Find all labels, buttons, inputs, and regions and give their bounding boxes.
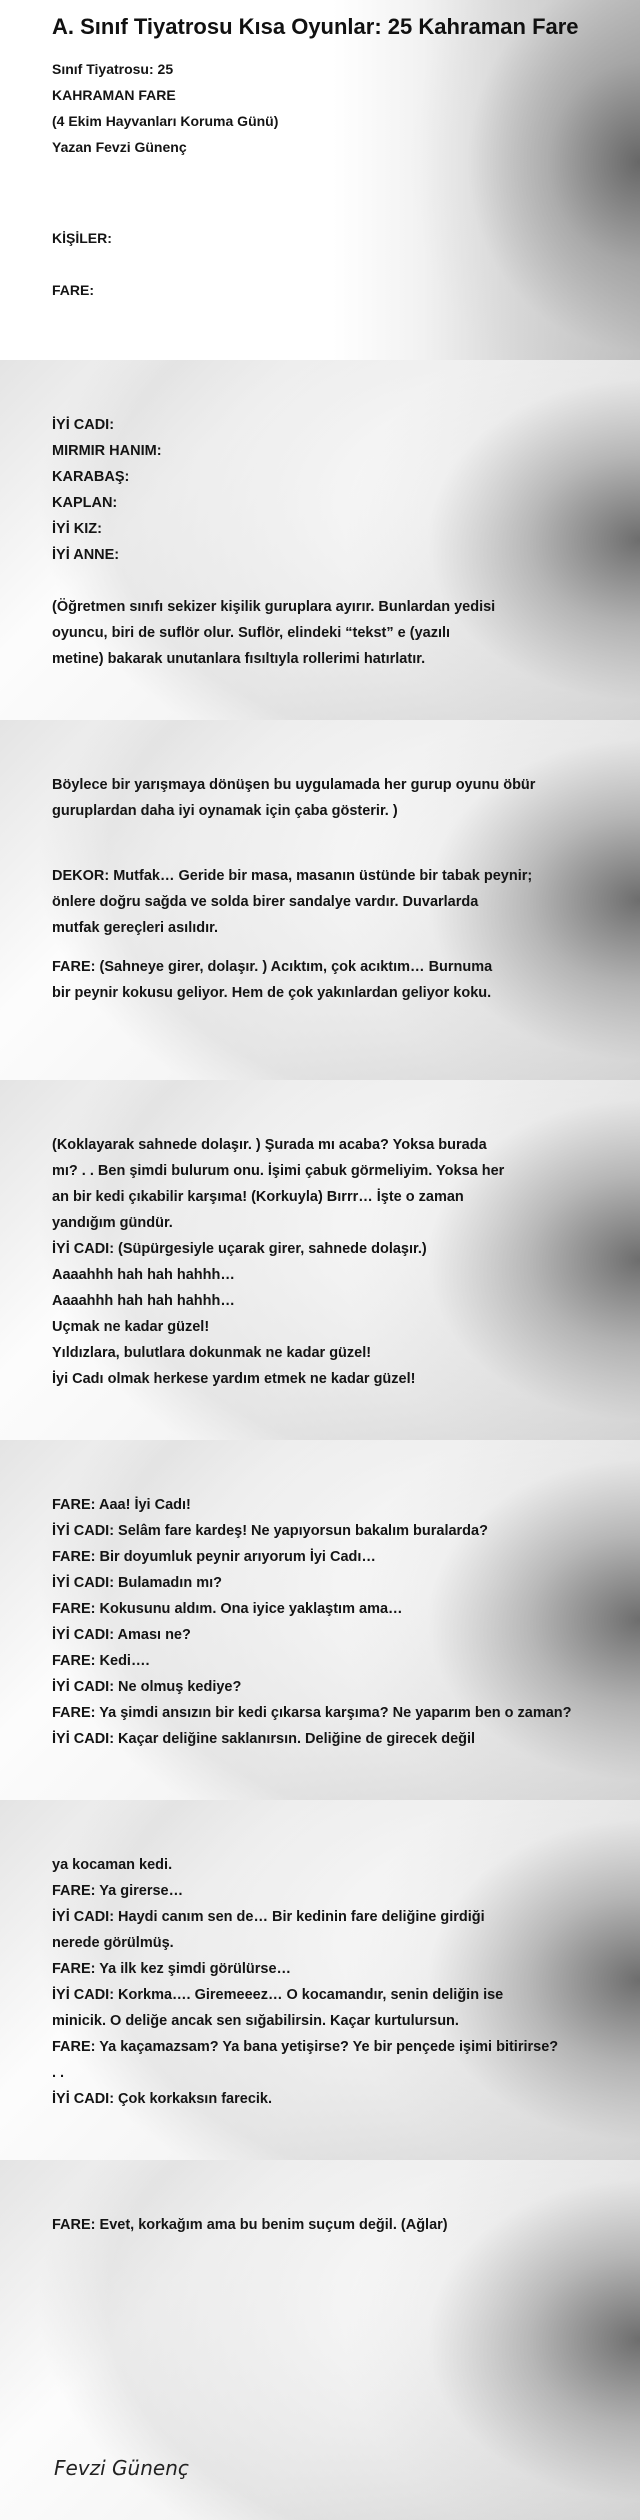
dialogue-line: İYİ CADI: Korkma…. Giremeeez… O kocamandır, senin deliğin ise (52, 1987, 504, 2003)
stage-note-continued (52, 772, 637, 1006)
character-item: MIRMIR HANIM: (52, 443, 162, 459)
stage-note-line: oyuncu, biri de suflör olur. Suflör, elindeki “tekst” e (yazılı (52, 625, 451, 641)
dialogue-line: Yıldızlara, bulutlara dokunmak ne kadar güzel! (52, 1345, 372, 1361)
author-signature: Fevzi Günenç (54, 2456, 189, 2480)
character-item: FARE: (52, 282, 94, 298)
stage-note-line: (Öğretmen sınıfı sekizer kişilik guruplara ayırır. Bunlardan yedisi (52, 599, 496, 615)
scene-block-4 (52, 2212, 637, 2238)
character-item: İYİ CADI: (52, 417, 115, 433)
scene-block-1 (52, 1132, 637, 1392)
dialogue-line: İyi Cadı olmak herkese yardım etmek ne kadar güzel! (52, 1371, 416, 1387)
dialogue-line: İYİ CADI: Aması ne? (52, 1627, 191, 1643)
dialogue-line: İYİ CADI: Selâm fare kardeş! Ne yapıyorsun bakalım buralarda? (52, 1523, 488, 1539)
dialogue-line: FARE: Ya şimdi ansızın bir kedi çıkarsa karşıma? Ne yaparım ben o zaman? (52, 1705, 572, 1721)
play-title: KAHRAMAN FARE (52, 87, 176, 103)
dialogue-line: nerede görülmüş. (52, 1935, 174, 1951)
dialogue-line: bir peynir kokusu geliyor. Hem de çok yakınlardan geliyor koku. (52, 985, 492, 1001)
decor-line: mutfak gereçleri asılıdır. (52, 920, 219, 936)
character-item: KAPLAN: (52, 495, 118, 511)
dialogue-line: FARE: Aaa! İyi Cadı! (52, 1497, 191, 1513)
dialogue-line: FARE: Bir doyumluk peynir arıyorum İyi Cadı… (52, 1549, 376, 1565)
dialogue-line: . . (52, 2065, 65, 2081)
dialogue-line: FARE: Ya kaçamazsam? Ya bana yetişirse? Ye bir pençede işimi bitirirse? (52, 2039, 559, 2055)
stage-note-line: Böylece bir yarışmaya dönüşen bu uygulamada her gurup oyunu öbür (52, 777, 536, 793)
dialogue-line: FARE: Kedi…. (52, 1653, 150, 1669)
dialogue-line: Aaaahhh hah hah hahhh… (52, 1293, 235, 1309)
dialogue-line: Aaaahhh hah hah hahhh… (52, 1267, 235, 1283)
character-item: İYİ KIZ: (52, 521, 102, 537)
dialogue-line: FARE: Ya girerse… (52, 1883, 184, 1899)
dialogue-line: İYİ CADI: Ne olmuş kediye? (52, 1679, 242, 1695)
dialogue-line: minicik. O deliğe ancak sen sığabilirsin. Kaçar kurtulursun. (52, 2013, 459, 2029)
character-item: KARABAŞ: (52, 469, 130, 485)
decor-line: DEKOR: Mutfak… Geride bir masa, masanın üstünde bir tabak peynir; (52, 868, 533, 884)
decor-line: önlere doğru sağda ve solda birer sandalye vardır. Duvarlarda (52, 894, 479, 910)
dialogue-line: (Koklayarak sahnede dolaşır. ) Şurada mı acaba? Yoksa burada (52, 1137, 487, 1153)
dialogue-line: İYİ CADI: Haydi canım sen de… Bir kedinin fare deliğine girdiği (52, 1909, 485, 1925)
page-title: A. Sınıf Tiyatrosu Kısa Oyunlar: 25 Kahraman Fare (52, 14, 579, 39)
dialogue-line: yandığım gündür. (52, 1215, 173, 1231)
dialogue-line: FARE: Kokusunu aldım. Ona iyice yaklaştım ama… (52, 1601, 403, 1617)
dialogue-line: FARE: Ya ilk kez şimdi görülürse… (52, 1961, 292, 1977)
occasion-label: (4 Ekim Hayvanları Koruma Günü) (52, 113, 279, 129)
dialogue-line: İYİ CADI: Çok korkaksın farecik. (52, 2091, 272, 2107)
character-item: İYİ ANNE: (52, 547, 120, 563)
stage-note-line: guruplardan daha iyi oynamak için çaba gösterir. ) (52, 803, 398, 819)
dialogue-line: İYİ CADI: (Süpürgesiyle uçarak girer, sahnede dolaşır.) (52, 1241, 427, 1257)
dialogue-line: an bir kedi çıkabilir karşıma! (Korkuyla) Bırrr… İşte o zaman (52, 1189, 464, 1205)
dialogue-line: İYİ CADI: Bulamadın mı? (52, 1575, 222, 1591)
dialogue-line: İYİ CADI: Kaçar deliğine saklanırsın. Deliğine de girecek değil (52, 1731, 476, 1747)
scene-block-3 (52, 1852, 637, 2112)
dialogue-line: FARE: (Sahneye girer, dolaşır. ) Acıktım, çok acıktım… Burnuma (52, 959, 493, 975)
characters-heading: KİŞİLER: (52, 230, 112, 246)
dialogue-line: FARE: Evet, korkağım ama bu benim suçum değil. (Ağlar) (52, 2217, 448, 2233)
scene-block-2 (52, 1492, 637, 1752)
author-line: Yazan Fevzi Günenç (52, 139, 187, 155)
characters-list (52, 412, 637, 672)
series-label: Sınıf Tiyatrosu: 25 (52, 61, 174, 77)
dialogue-line: Uçmak ne kadar güzel! (52, 1319, 210, 1335)
play-header (52, 56, 637, 303)
dialogue-line: mı? . . Ben şimdi bulurum onu. İşimi çabuk görmeliyim. Yoksa her (52, 1163, 505, 1179)
dialogue-line: ya kocaman kedi. (52, 1857, 173, 1873)
stage-note-line: metine) bakarak unutanlara fısıltıyla rollerimi hatırlatır. (52, 651, 426, 667)
